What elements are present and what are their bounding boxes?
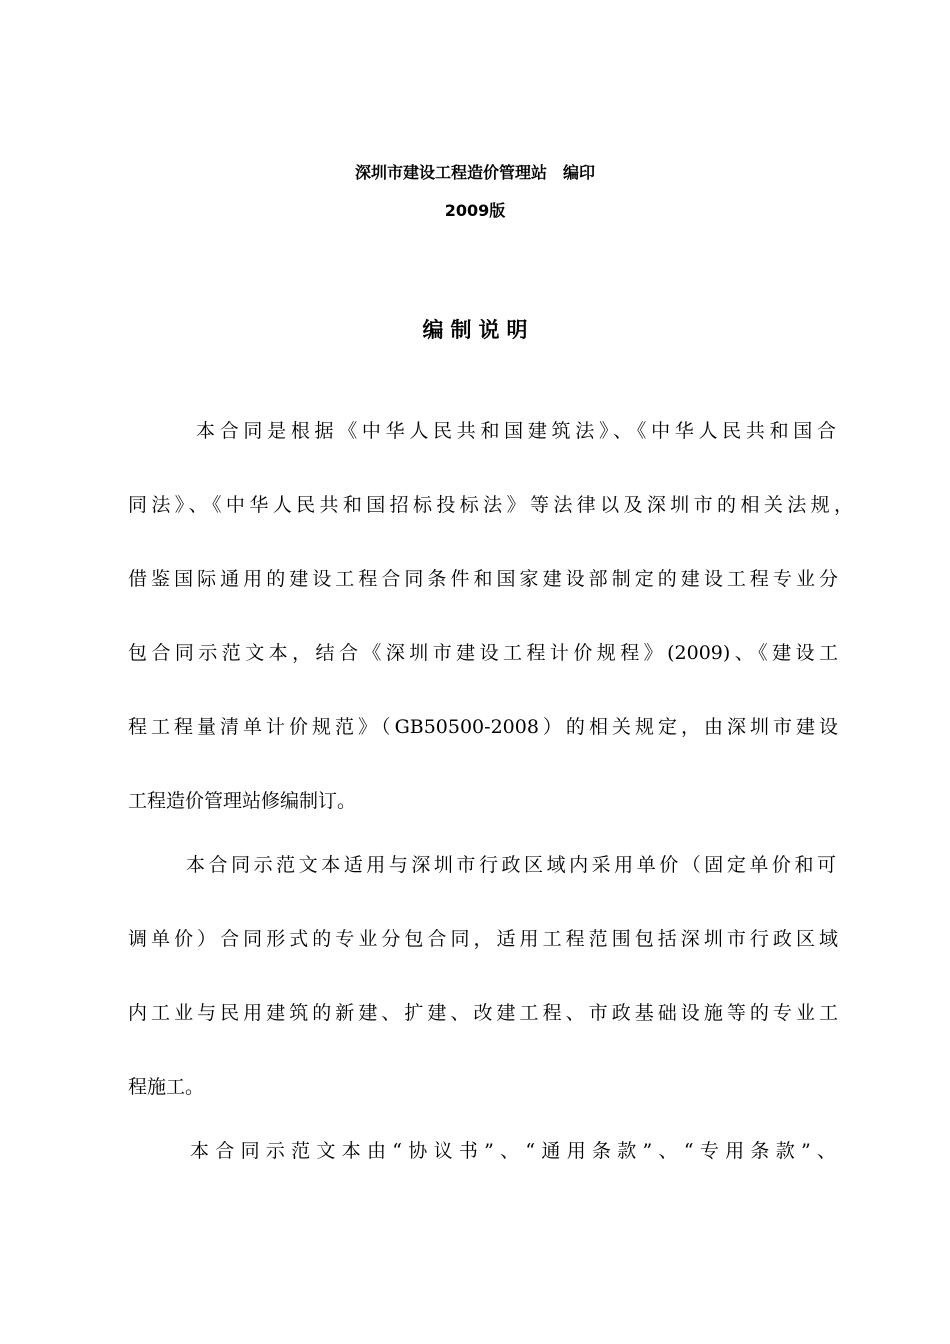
paragraph-2-line-1: 本合同示范文本适用与深圳市行政区域内采用单价（固定单价和可 — [186, 854, 836, 876]
paragraph-1-line-3: 借鉴国际通用的建设工程合同条件和国家建设部制定的建设工程专业分 — [128, 568, 838, 590]
paragraph-1-line-2: 同法》、《中华人民共和国招标投标法》等法律以及深圳市的相关法规， — [128, 494, 853, 516]
paragraph-1-line-6: 工程造价管理站修编制订。 — [128, 790, 357, 812]
edition-line: 2009版 — [444, 201, 506, 220]
publisher-line: 深圳市建设工程造价管理站 编印 — [354, 163, 595, 182]
section-title: 编制说明 — [422, 318, 535, 342]
paragraph-1-line-5: 程工程量清单计价规范》（GB50500-2008）的相关规定，由深圳市建设 — [128, 716, 838, 738]
paragraph-1-line-1: 本合同是根据《中华人民共和国建筑法》、《中华人民共和国合 — [196, 420, 836, 442]
paragraph-2-line-4: 程施工。 — [128, 1076, 205, 1098]
paragraph-3-line-1: 本合同示范文本由“协议书”、“通用条款”、“专用条款”、 — [190, 1140, 836, 1162]
paragraph-1-line-4: 包合同示范文本，结合《深圳市建设工程计价规程》(2009)、《建设工 — [128, 642, 838, 664]
paragraph-2-line-3: 内工业与民用建筑的新建、扩建、改建工程、市政基础设施等的专业工 — [128, 1002, 838, 1024]
paragraph-2-line-2: 调单价）合同形式的专业分包合同，适用工程范围包括深圳市行政区域 — [128, 928, 838, 950]
